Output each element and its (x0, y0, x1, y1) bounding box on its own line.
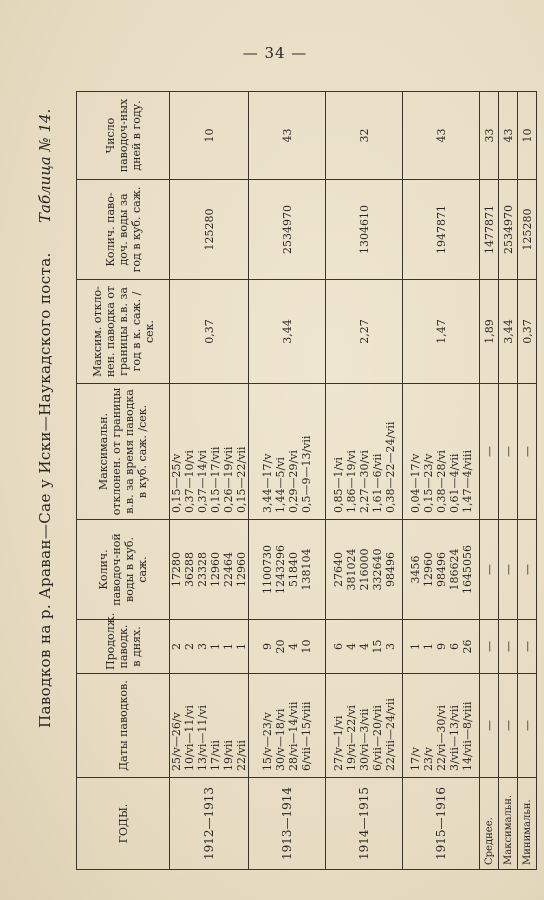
summary-flood-days: 10 (518, 92, 537, 180)
duration-cell-line: 1 (209, 643, 222, 650)
max-deviation-cell (326, 384, 403, 520)
duration-cell-line: 2 (170, 643, 183, 650)
max-deviation-cell-line: 2,27—30/vi (357, 450, 371, 513)
volume-cell-line: 36288 (183, 552, 196, 587)
flood-table (76, 91, 537, 870)
caption-title: Паводков на р. Араван—Сае у Иски—Наукадского поста. (36, 252, 54, 728)
duration-cell-line: 26 (460, 639, 474, 654)
max-deviation-cell-line: 0,38—22—24/vii (383, 421, 397, 513)
dates-cell-line: 19/vi—22/vi (344, 705, 358, 771)
duration-cell-line: 6 (447, 643, 461, 650)
max-deviation-cell-line: 0,15—17/vii (209, 446, 222, 513)
header-duration: Продолж. паводк. в днях. (77, 620, 170, 674)
summary-flood-days: 33 (480, 92, 499, 180)
summary-year-max: 3,44 (499, 280, 518, 384)
summary-label: Минимальн. (518, 778, 537, 870)
duration-cell-line: 10 (300, 639, 313, 654)
duration-cell-line: 1 (235, 643, 248, 650)
header-max-deviation: Максимальн. отклонен. от границы в.в. за время паводка в куб. саж. /сек. (77, 384, 170, 520)
volume-cell-line: 332640 (370, 548, 384, 591)
duration-cell-line: 3 (383, 643, 397, 650)
dates-cell-line: 22/vii—24/vii (383, 698, 397, 771)
max-deviation-cell-line: 0,15—25/v (170, 453, 183, 513)
dates-cell-line: 23/v (421, 747, 435, 771)
duration-cell-line: 9 (261, 643, 274, 650)
rotated-table-block (28, 88, 534, 878)
duration-cell-line: 9 (434, 643, 448, 650)
max-deviation-cell-line: 0,61—4/vii (447, 453, 461, 513)
dates-cell-line: 25/v—26/v (170, 712, 183, 771)
dates-cell (249, 674, 326, 778)
summary-year-volume: 1477871 (480, 180, 499, 280)
summary-dash: — (480, 674, 499, 778)
max-deviation-cell-line: 0,29—29/vi (287, 450, 300, 513)
max-deviation-cell-line: 1,61—6/vii (370, 453, 384, 513)
table-row (249, 92, 326, 870)
volume-cell (326, 520, 403, 620)
volume-cell-line: 3456 (408, 555, 422, 584)
volume-cell-line: 1243296 (274, 545, 287, 594)
volume-cell-line: 22464 (222, 552, 235, 587)
summary-dash: — (518, 674, 537, 778)
max-deviation-cell-line: 1,44—5/vi (274, 457, 287, 513)
max-deviation-cell (249, 384, 326, 520)
summary-year-max: 1,89 (480, 280, 499, 384)
table-caption (36, 88, 58, 878)
duration-cell-line: 15 (370, 639, 384, 654)
max-deviation-cell-line: 0,15—22/vii (235, 446, 248, 513)
dates-cell-line: 19/vii (222, 740, 235, 771)
summary-flood-days: 43 (499, 92, 518, 180)
summary-dash: — (499, 674, 518, 778)
duration-cell-line: 3 (196, 643, 209, 650)
max-deviation-cell-line: 0,15—23/v (421, 453, 435, 513)
volume-cell (170, 520, 249, 620)
table-row (170, 92, 249, 870)
flood-days-cell: 32 (326, 92, 403, 180)
dates-cell-line: 6/vii—15/viii (300, 701, 313, 771)
volume-cell-line: 27640 (331, 552, 345, 587)
year-max-cell: 0,37 (170, 280, 249, 384)
volume-cell-line: 1100730 (261, 545, 274, 594)
dates-cell-line: 30/v—18/vi (274, 708, 287, 771)
volume-cell (249, 520, 326, 620)
flood-days-cell: 43 (249, 92, 326, 180)
max-deviation-cell-line: 0,37—10/vi (183, 450, 196, 513)
volume-cell-line: 186624 (447, 548, 461, 591)
summary-label: Среднее. (480, 778, 499, 870)
max-deviation-cell-line: 0,38—28/vi (434, 450, 448, 513)
dates-cell-line: 13/vi—11/vi (196, 705, 209, 771)
volume-cell-line: 216000 (357, 548, 371, 591)
dates-cell (403, 674, 480, 778)
table-row (403, 92, 480, 870)
volume-cell-line: 12960 (421, 552, 435, 587)
summary-dash: — (518, 520, 537, 620)
year-cell: 1915—1916 (403, 778, 480, 870)
year-cell: 1914—1915 (326, 778, 403, 870)
duration-cell-line: 6 (331, 643, 345, 650)
dates-cell-line: 22/vii (235, 740, 248, 771)
dates-cell (326, 674, 403, 778)
summary-year-volume: 125280 (518, 180, 537, 280)
summary-dash: — (499, 520, 518, 620)
table-row (326, 92, 403, 870)
summary-row (499, 92, 518, 870)
header-year-max-deviation: Максим. откло-нен. паводка от границы в.в. за год в к. саж. /сек. (77, 280, 170, 384)
caption-table-number: Таблица № 14. (36, 108, 54, 223)
year-volume-cell: 1947871 (403, 180, 480, 280)
duration-cell (403, 620, 480, 674)
header-row (77, 92, 170, 870)
year-cell: 1912—1913 (170, 778, 249, 870)
max-deviation-cell-line: 0,04—17/v (408, 453, 422, 513)
volume-cell-line: 51840 (287, 552, 300, 587)
header-volume: Колич. паводоч-ной воды в куб. саж. (77, 520, 170, 620)
summary-dash: — (480, 384, 499, 520)
volume-cell (403, 520, 480, 620)
dates-cell (170, 674, 249, 778)
duration-cell-line: 2 (183, 643, 196, 650)
summary-dash: — (499, 620, 518, 674)
header-years: ГОДЫ. (77, 778, 170, 870)
dates-cell-line: 17/vii (209, 740, 222, 771)
volume-cell-line: 23328 (196, 552, 209, 587)
duration-cell-line: 4 (344, 643, 358, 650)
dates-cell-line: 30/vi—3/vii (357, 708, 371, 771)
dates-cell-line: 15/v—23/v (261, 712, 274, 771)
dates-cell-line: 14/vii—8/viii (460, 701, 474, 771)
header-flood-days: Число паводоч-ных дней в году. (77, 92, 170, 180)
year-max-cell: 3,44 (249, 280, 326, 384)
summary-dash: — (518, 620, 537, 674)
volume-cell-line: 138104 (300, 548, 313, 591)
summary-label: Максимальн. (499, 778, 518, 870)
duration-cell (249, 620, 326, 674)
volume-cell-line: 98496 (383, 552, 397, 587)
volume-cell-line: 1645056 (460, 545, 474, 594)
summary-dash: — (480, 520, 499, 620)
dates-cell-line: 17/v (408, 747, 422, 771)
summary-dash: — (499, 384, 518, 520)
header-year-volume: Колич. паво-доч. воды за год в куб. саж. (77, 180, 170, 280)
duration-cell-line: 1 (222, 643, 235, 650)
dates-cell-line: 22/vi—30/vi (434, 705, 448, 771)
max-deviation-cell-line: 0,26—19/vii (222, 446, 235, 513)
max-deviation-cell-line: 1,47—4/viii (460, 450, 474, 513)
summary-year-volume: 2534970 (499, 180, 518, 280)
year-volume-cell: 1304610 (326, 180, 403, 280)
year-max-cell: 1,47 (403, 280, 480, 384)
dates-cell-line: 6/vii—20/vii (370, 705, 384, 771)
year-max-cell: 2,27 (326, 280, 403, 384)
volume-cell-line: 381024 (344, 548, 358, 591)
volume-cell-line: 12960 (209, 552, 222, 587)
volume-cell-line: 17280 (170, 552, 183, 587)
max-deviation-cell (403, 384, 480, 520)
dates-cell-line: 3/vii—13/vii (447, 705, 461, 771)
summary-year-max: 0,37 (518, 280, 537, 384)
duration-cell-line: 1 (408, 643, 422, 650)
summary-dash: — (518, 384, 537, 520)
max-deviation-cell-line: 0,85—1/vi (331, 457, 345, 513)
duration-cell-line: 4 (357, 643, 371, 650)
header-dates: Даты паводков. (77, 674, 170, 778)
flood-days-cell: 43 (403, 92, 480, 180)
summary-dash: — (480, 620, 499, 674)
volume-cell-line: 98496 (434, 552, 448, 587)
max-deviation-cell-line: 0,5—9—13/vii (300, 435, 313, 513)
summary-row (480, 92, 499, 870)
dates-cell-line: 28/vi—14/vii (287, 701, 300, 771)
flood-days-cell: 10 (170, 92, 249, 180)
max-deviation-cell-line: 3,44—17/v (261, 453, 274, 513)
dates-cell-line: 10/vi—11/vi (183, 705, 196, 771)
duration-cell (170, 620, 249, 674)
max-deviation-cell-line: 1,86—19/vi (344, 450, 358, 513)
max-deviation-cell (170, 384, 249, 520)
dates-cell-line: 27/v—1/vi (331, 715, 345, 771)
page-number: — 34 — (242, 44, 308, 62)
year-cell: 1913—1914 (249, 778, 326, 870)
duration-cell-line: 20 (274, 639, 287, 654)
duration-cell (326, 620, 403, 674)
duration-cell-line: 1 (421, 643, 435, 650)
summary-row (518, 92, 537, 870)
year-volume-cell: 2534970 (249, 180, 326, 280)
max-deviation-cell-line: 0,37—14/vi (196, 450, 209, 513)
year-volume-cell: 125280 (170, 180, 249, 280)
volume-cell-line: 12960 (235, 552, 248, 587)
duration-cell-line: 4 (287, 643, 300, 650)
